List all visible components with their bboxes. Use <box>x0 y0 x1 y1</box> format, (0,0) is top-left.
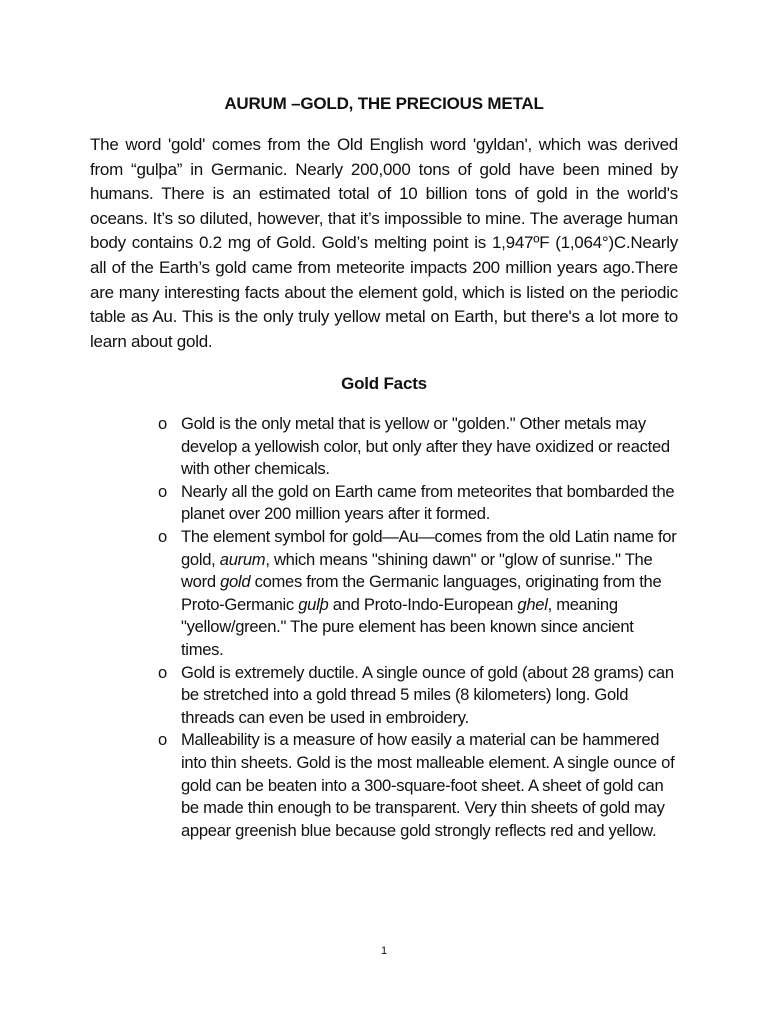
fact-text: Malleability is a measure of how easily a material can be hammered into thin sheets. Gold is the most malleable element. A single ounce of gold can be beaten into a 300-square-foot sheet. A sheet of gold can be made thin enough to be transparent. Very thin sheets of gold may appear greenish blue because gold strongly reflects red and yellow. <box>181 730 675 840</box>
bullet-icon: o <box>158 481 167 501</box>
fact-text: Gold is extremely ductile. A single ounce of gold (about 28 grams) can be stretched into a gold thread 5 miles (8 kilometers) long. Gold threads can even be used in embroidery. <box>181 662 674 727</box>
fact-text <box>181 527 676 659</box>
fact-text-part: , which means "shining dawn" or "glow of sunrise." The word <box>181 549 653 592</box>
facts-list <box>158 413 678 842</box>
intro-paragraph: The word 'gold' comes from the Old English word 'gyldan', which was derived from “gulþa” in Germanic. Nearly 200,000 tons of gold have been mined by humans. There is an estimated total of 10 billion tons of gold in the world's oceans. It’s so diluted, however, that it’s impossible to mine. The average human body contains 0.2 mg of Gold. Gold’s melting point is 1,947ºF (1,064°)C.Nearly all of the Earth’s gold came from meteorite impacts 200 million years ago.There are many interesting facts about the element gold, which is listed on the periodic table as Au. This is the only truly yellow metal on Earth, but there's a lot more to learn about gold. <box>90 135 678 351</box>
document-title: AURUM –GOLD, THE PRECIOUS METAL <box>224 94 544 113</box>
list-item <box>158 413 678 481</box>
fact-text-part: The element symbol for gold—Au—comes from the old Latin name for gold, <box>181 526 677 569</box>
italic-term-gulth: gulþ <box>298 594 329 614</box>
fact-text-part: comes from the Germanic languages, originating from the Proto-Germanic <box>181 572 662 614</box>
page-number: 1 <box>380 945 388 957</box>
italic-term-ghel: ghel <box>517 594 548 614</box>
list-item <box>158 481 678 526</box>
fact-text: Nearly all the gold on Earth came from meteorites that bombarded the planet over 200 million years after it formed. <box>181 481 675 524</box>
bullet-icon: o <box>158 526 167 546</box>
list-item <box>158 662 678 730</box>
bullet-icon: o <box>158 730 167 750</box>
fact-text: Gold is the only metal that is yellow or "golden." Other metals may develop a yellowish color, but only after they have oxidized or reacted with other chemicals. <box>181 414 670 479</box>
list-item <box>158 729 678 842</box>
fact-text-part: and Proto-Indo-European <box>328 594 518 614</box>
italic-term-gold: gold <box>220 572 251 592</box>
bullet-icon: o <box>158 414 167 433</box>
list-item <box>158 526 678 662</box>
facts-heading: Gold Facts <box>341 374 427 393</box>
fact-text-part: , meaning "yellow/green." The pure element has been known since ancient times. <box>181 594 634 659</box>
italic-term-aurum: aurum <box>219 549 266 569</box>
bullet-icon: o <box>158 662 167 682</box>
